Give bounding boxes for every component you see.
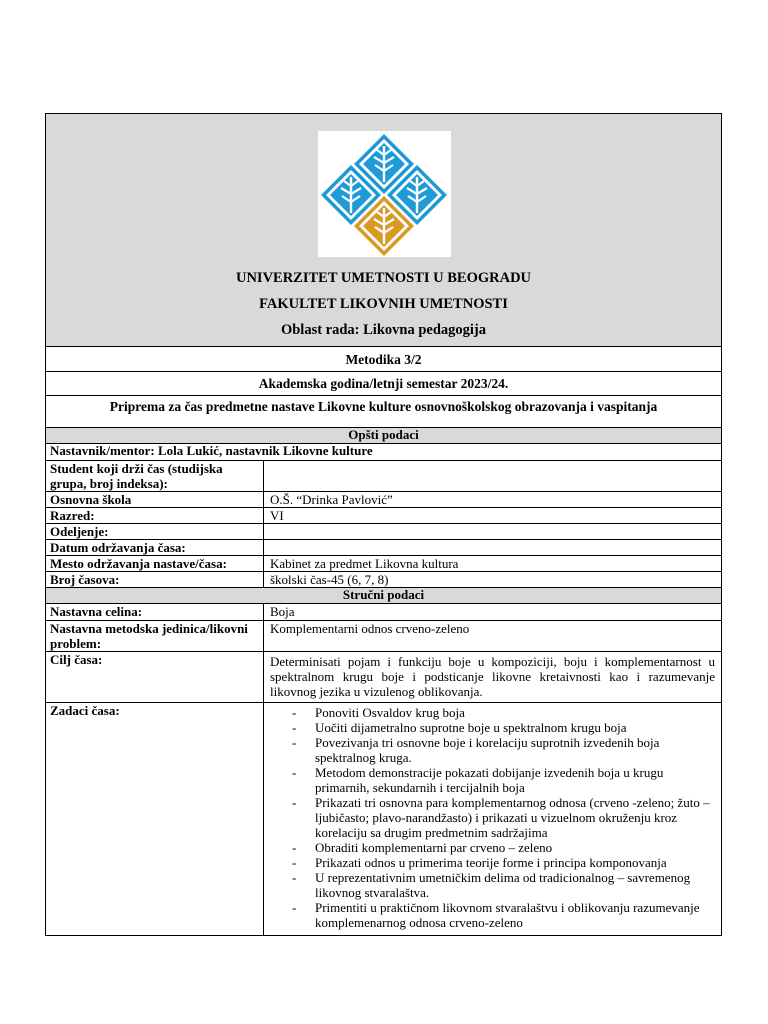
lesson-count-value: školski čas-45 (6, 7, 8) — [270, 572, 389, 587]
student-label: Student koji drži čas (studijska grupa, broj indeksa): — [46, 461, 264, 491]
student-value — [264, 461, 721, 491]
method-unit-value: Komplementarni odnos crveno-zeleno — [270, 621, 470, 636]
unit-label: Nastavna celina: — [46, 604, 264, 620]
university-emblem-icon — [318, 131, 451, 257]
academic-year: Akademska godina/letnji semestar 2023/24. — [46, 372, 721, 396]
task-text: Obraditi komplementarni par crveno – zeleno — [315, 840, 553, 855]
school-row — [46, 492, 721, 508]
date-label: Datum održavanja časa: — [46, 540, 264, 555]
task-text: Povezivanja tri osnovne boje i korelaciju suprotnih izvedenih boja spektralnog kruga. — [315, 735, 660, 765]
task-item — [264, 765, 713, 795]
professional-data-heading: Stručni podaci — [46, 588, 721, 604]
university-name: UNIVERZITET UMETNOSTI U BEOGRADU — [235, 270, 532, 286]
task-text: Primentiti u praktičnom likovnom stvaralaštvu i oblikovanju razumevanje komplemenarnog odnosa crveno-zeleno — [315, 900, 700, 930]
course-title: Metodika 3/2 — [46, 347, 721, 372]
task-bullet: - — [292, 705, 297, 720]
task-item — [264, 900, 713, 930]
grade-value: VI — [270, 508, 284, 523]
task-bullet: - — [292, 900, 297, 915]
location-label: Mesto održavanja nastave/časa: — [46, 556, 264, 571]
unit-row — [46, 604, 721, 621]
lesson-tasks-row — [46, 703, 721, 935]
school-label: Osnovna škola — [46, 492, 264, 507]
task-bullet: - — [292, 735, 297, 750]
student-row — [46, 461, 721, 492]
task-item — [264, 705, 713, 720]
document-header — [46, 114, 721, 347]
task-item — [264, 870, 713, 900]
task-bullet: - — [292, 855, 297, 870]
grade-row — [46, 508, 721, 524]
method-unit-label: Nastavna metodska jedinica/likovni problem: — [46, 621, 264, 651]
lesson-count-row — [46, 572, 721, 588]
task-bullet: - — [292, 765, 297, 780]
lesson-goal-row — [46, 652, 721, 703]
lesson-tasks-label: Zadaci časa: — [46, 703, 264, 935]
date-value — [264, 540, 721, 555]
task-bullet: - — [292, 795, 297, 810]
task-item — [264, 840, 713, 855]
lesson-count-label: Broj časova: — [46, 572, 264, 587]
grade-label: Razred: — [46, 508, 264, 523]
task-item — [264, 735, 713, 765]
task-text: Ponoviti Osvaldov krug boja — [315, 705, 465, 720]
class-section-row — [46, 524, 721, 540]
task-item — [264, 855, 713, 870]
class-section-label: Odeljenje: — [46, 524, 264, 539]
method-unit-row — [46, 621, 721, 652]
field-of-work: Oblast rada: Likovna pedagogija — [280, 322, 487, 338]
task-text: Prikazati odnos u primerima teorije forme i principa komponovanja — [315, 855, 667, 870]
lesson-goal-label: Cilj časa: — [46, 652, 264, 702]
mentor-row: Nastavnik/mentor: Lola Lukić, nastavnik Likovne kulture — [46, 444, 721, 461]
task-text: Uočiti dijametralno suprotne boje u spektralnom krugu boja — [315, 720, 627, 735]
task-item — [264, 720, 713, 735]
task-item — [264, 795, 713, 840]
location-row — [46, 556, 721, 572]
task-bullet: - — [292, 720, 297, 735]
task-bullet: - — [292, 840, 297, 855]
general-data-heading: Opšti podaci — [46, 428, 721, 444]
unit-value: Boja — [270, 604, 295, 619]
task-text: U reprezentativnim umetničkim delima od tradicionalnog – savremenog likovnog stvaralaštva. — [315, 870, 691, 900]
class-section-value — [264, 524, 721, 539]
school-value: O.Š. “Drinka Pavlović” — [270, 492, 393, 507]
preparation-document — [45, 113, 722, 936]
lesson-tasks-list — [264, 703, 721, 935]
location-value: Kabinet za predmet Likovna kultura — [270, 556, 459, 571]
task-text: Prikazati tri osnovna para komplementarnog odnosa (crveno -zeleno; žuto – ljubičasto; plavo-narandžasto) i prikazati u vizuelnom okruženju kroz korelaciju sa drugim predmetnim sadržajima — [315, 795, 710, 840]
date-row — [46, 540, 721, 556]
lesson-goal-value: Determinisati pojam i funkciju boje u kompoziciji, boju i komplementarnost u spektralnom krugu boje i podsticanje likovne kretaivnosti kao i razumevanje likovnog jezika u vizulenog oblikovanja. — [270, 654, 715, 699]
task-bullet: - — [292, 870, 297, 885]
preparation-title: Priprema za čas predmetne nastave Likovne kulture osnovnoškolskog obrazovanja i vaspitanja — [46, 396, 721, 428]
faculty-name: FAKULTET LIKOVNIH UMETNOSTI — [259, 296, 508, 312]
task-text: Metodom demonstracije pokazati dobijanje izvedenih boja u krugu primarnih, sekundarnih i tercijalnih boja — [315, 765, 664, 795]
